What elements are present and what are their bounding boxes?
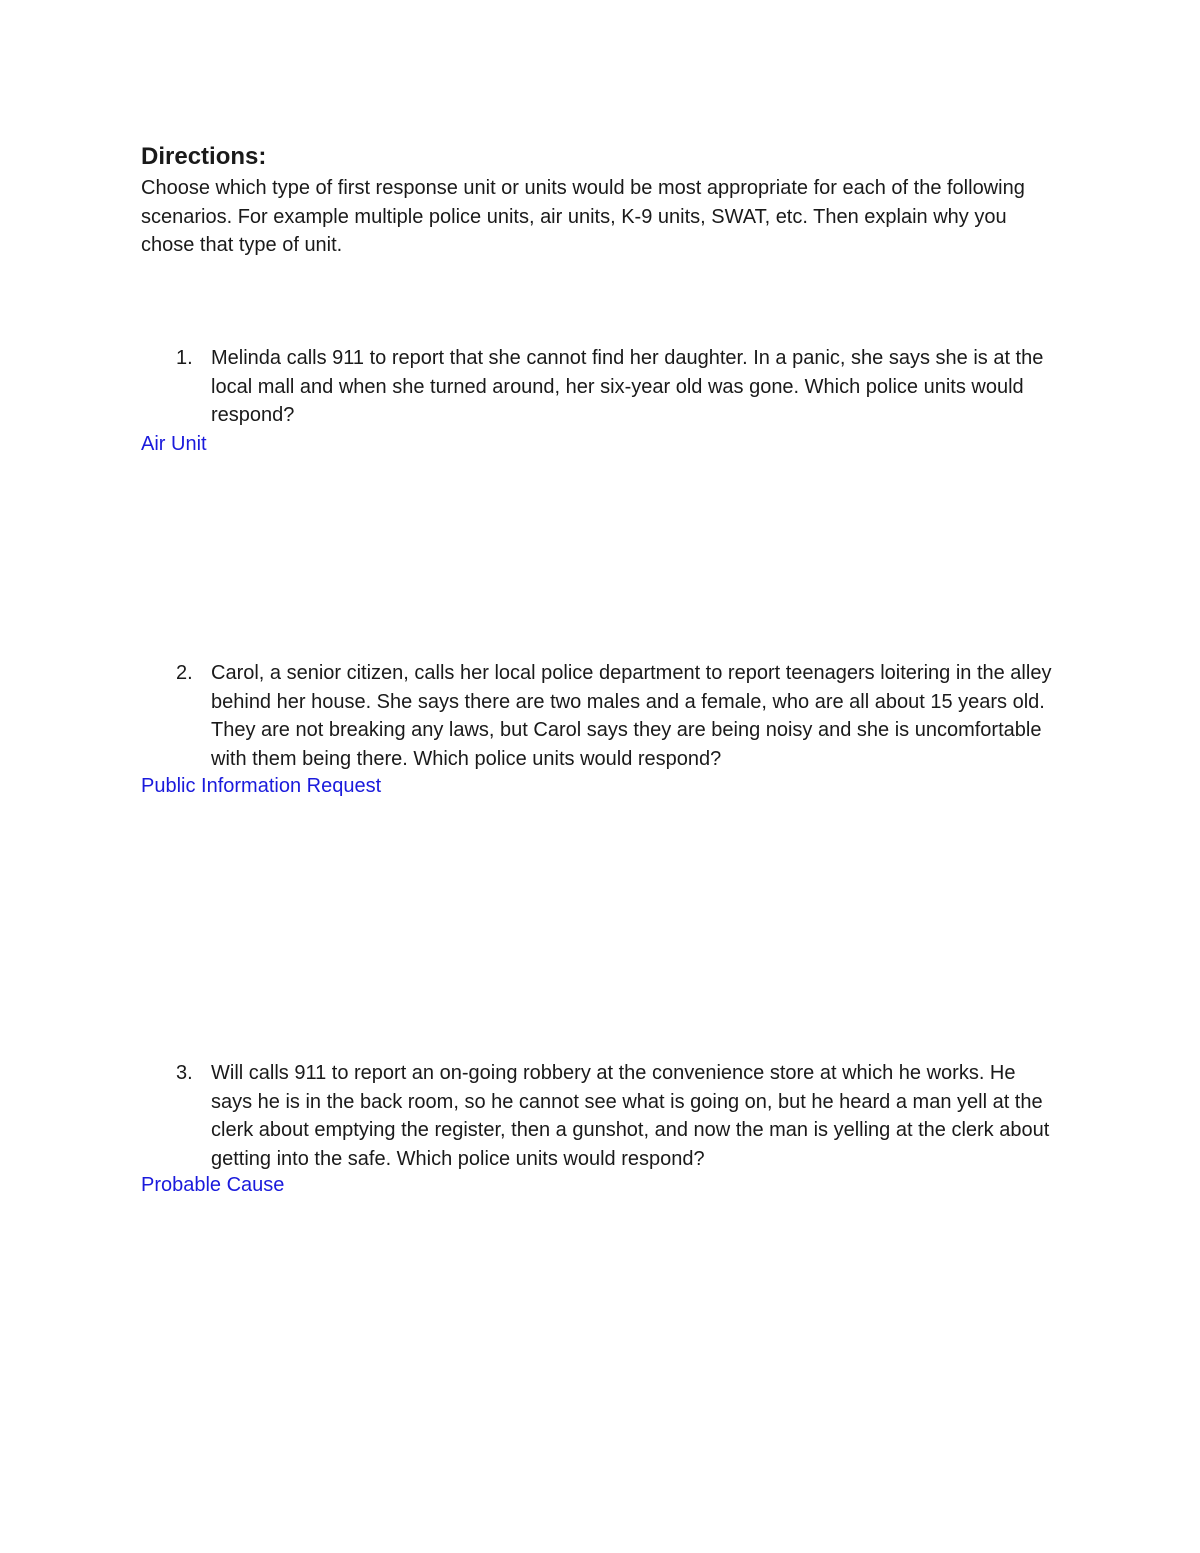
question-1 [176, 344, 1056, 430]
directions-text: Choose which type of first response unit or units would be most appropriate for each of the following scenarios. For example multiple police units, air units, K-9 units, SWAT, etc. Then explain why you chose that type of unit. [141, 177, 1025, 256]
answer-3: Probable Cause [141, 1174, 285, 1196]
question-number: 3. [176, 1062, 193, 1084]
question-3 [176, 1059, 1056, 1173]
directions-heading: Directions: [141, 143, 267, 170]
question-text: Will calls 911 to report an on-going robbery at the convenience store at which he works. He says he is in the back room, so he cannot see what is going on, but he heard a man yell at the clerk about emptying the register, then a gunshot, and now the man is yelling at the clerk about getting into the safe. Which police units would respond? [211, 1062, 1050, 1170]
question-text: Carol, a senior citizen, calls her local police department to report teenagers loitering in the alley behind her house. She says there are two males and a female, who are all about 15 years old. They are not breaking any laws, but Carol says they are being noisy and she is uncomfortable with them being there. Which police units would respond? [211, 662, 1052, 770]
question-text: Melinda calls 911 to report that she cannot find her daughter. In a panic, she says she is at the local mall and when she turned around, her six-year old was gone. Which police units would respond? [211, 347, 1044, 426]
answer-1: Air Unit [141, 433, 207, 455]
answer-2: Public Information Request [141, 775, 382, 797]
question-number: 1. [176, 347, 193, 369]
question-2 [176, 659, 1056, 773]
question-number: 2. [176, 662, 193, 684]
